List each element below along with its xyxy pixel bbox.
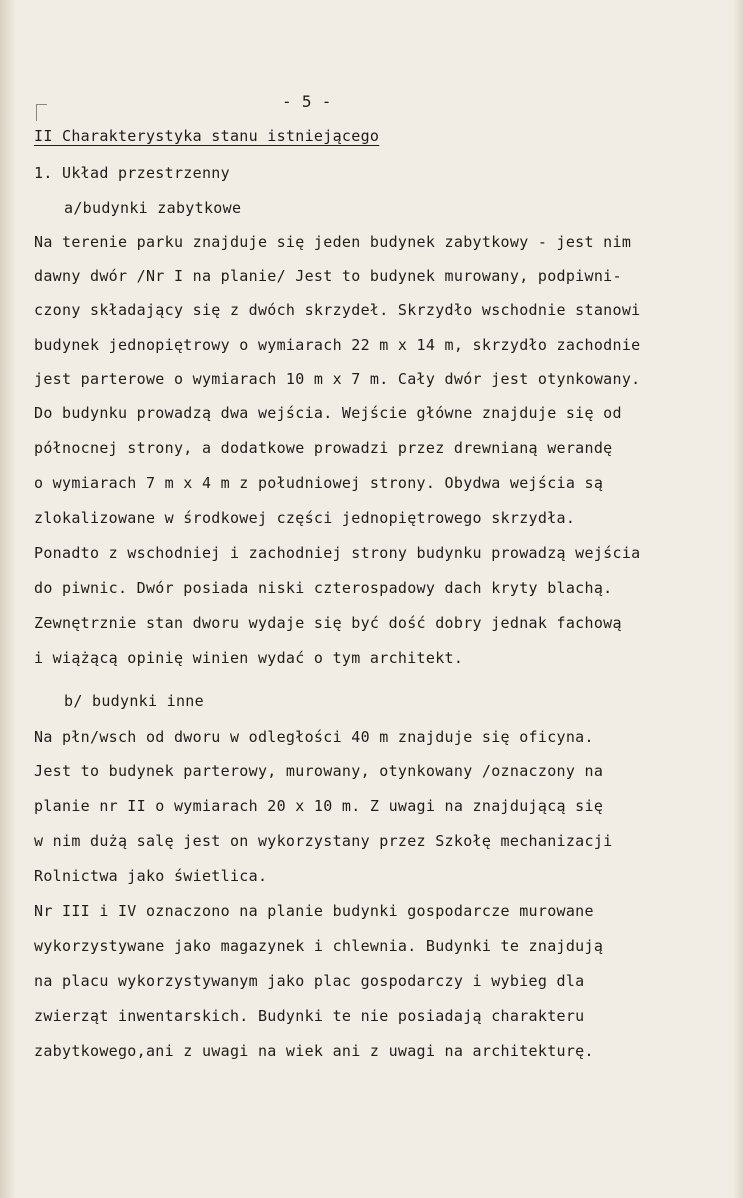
text-line: Zewnętrznie stan dworu wydaje się być dość dobry jednak fachową	[34, 614, 622, 632]
text-line: Do budynku prowadzą dwa wejścia. Wejście główne znajduje się od	[34, 404, 622, 422]
subsection-heading: 1. Układ przestrzenny	[34, 164, 230, 182]
text-line: północnej strony, a dodatkowe prowadzi przez drewnianą werandę	[34, 439, 613, 457]
text-line: Na terenie parku znajduje się jeden budynek zabytkowy - jest nim	[34, 233, 632, 251]
text-line: zabytkowego,ani z uwagi na wiek ani z uwagi na architekturę.	[34, 1042, 594, 1060]
text-line: Rolnictwa jako świetlica.	[34, 867, 268, 885]
text-line: Jest to budynek parterowy, murowany, otynkowany /oznaczony na	[34, 762, 604, 780]
part-a-heading: a/budynki zabytkowe	[64, 199, 242, 217]
text-line: wykorzystywane jako magazynek i chlewnia. Budynki te znajdują	[34, 937, 604, 955]
text-line: Na płn/wsch od dworu w odległości 40 m znajduje się oficyna.	[34, 728, 594, 746]
text-line: czony składający się z dwóch skrzydeł. Skrzydło wschodnie stanowi	[34, 301, 641, 319]
text-line: Nr III i IV oznaczono na planie budynki gospodarcze murowane	[34, 902, 594, 920]
text-line: do piwnic. Dwór posiada niski czterospadowy dach kryty blachą.	[34, 579, 613, 597]
text-line: budynek jednopiętrowy o wymiarach 22 m x 14 m, skrzydło zachodnie	[34, 336, 641, 354]
text-line: Ponadto z wschodniej i zachodniej strony budynku prowadzą wejścia	[34, 544, 641, 562]
page-number: - 5 -	[282, 92, 332, 111]
text-line: i wiążącą opinię winien wydać o tym architekt.	[34, 649, 464, 667]
text-line: na placu wykorzystywanym jako plac gospodarczy i wybieg dla	[34, 972, 585, 990]
text-line: zwierząt inwentarskich. Budynki te nie posiadają charakteru	[34, 1007, 585, 1025]
text-line: o wymiarach 7 m x 4 m z południowej strony. Obydwa wejścia są	[34, 474, 604, 492]
margin-mark	[36, 104, 47, 121]
text-line: dawny dwór /Nr I na planie/ Jest to budynek murowany, podpiwni-	[34, 267, 622, 285]
text-line: planie nr II o wymiarach 20 x 10 m. Z uwagi na znajdującą się	[34, 797, 604, 815]
text-line: jest parterowe o wymiarach 10 m x 7 m. Cały dwór jest otynkowany.	[34, 370, 641, 388]
text-line: zlokalizowane w środkowej części jednopiętrowego skrzydła.	[34, 509, 576, 527]
section-heading: II Charakterystyka stanu istniejącego	[34, 127, 380, 145]
part-b-heading: b/ budynki inne	[64, 692, 204, 710]
text-line: w nim dużą salę jest on wykorzystany przez Szkołę mechanizacji	[34, 832, 613, 850]
